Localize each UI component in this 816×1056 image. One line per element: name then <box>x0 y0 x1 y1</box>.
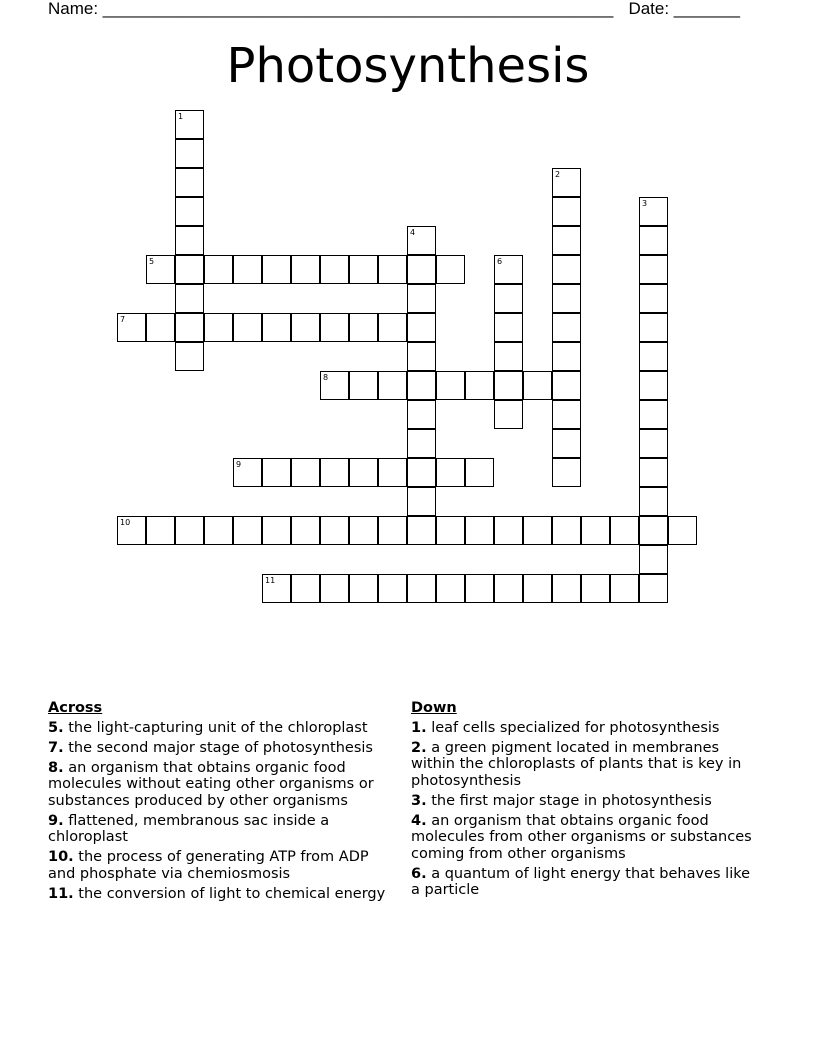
crossword-cell[interactable] <box>552 313 581 342</box>
clue-item <box>48 760 398 810</box>
clue-text: an organism that obtains organic food molecules without eating other organisms or substances produced by other organisms <box>48 759 374 809</box>
crossword-cell[interactable] <box>639 458 668 487</box>
crossword-cell[interactable] <box>262 516 291 545</box>
crossword-cell[interactable] <box>639 487 668 516</box>
crossword-cell[interactable] <box>349 574 378 603</box>
crossword-cell[interactable] <box>639 574 668 603</box>
clue-number-6: 6 <box>497 257 503 266</box>
crossword-cell[interactable] <box>291 313 320 342</box>
crossword-cell[interactable] <box>668 516 697 545</box>
crossword-cell[interactable] <box>639 284 668 313</box>
crossword-cell[interactable] <box>465 574 494 603</box>
crossword-cell[interactable] <box>378 255 407 284</box>
crossword-cell[interactable] <box>320 458 349 487</box>
crossword-cell[interactable] <box>407 400 436 429</box>
crossword-cell[interactable] <box>117 313 146 342</box>
crossword-cell[interactable] <box>233 313 262 342</box>
clue-item <box>48 740 398 757</box>
crossword-cell[interactable] <box>378 313 407 342</box>
crossword-cell[interactable] <box>320 255 349 284</box>
clue-number: 8. <box>48 759 64 776</box>
crossword-cell[interactable] <box>552 574 581 603</box>
crossword-cell[interactable] <box>291 516 320 545</box>
crossword-cell[interactable] <box>378 516 407 545</box>
crossword-cell[interactable] <box>639 429 668 458</box>
crossword-cell[interactable] <box>407 226 436 255</box>
clue-text: the light-capturing unit of the chloroplast <box>63 719 368 736</box>
clue-number-10: 10 <box>120 518 131 527</box>
clue-number: 10. <box>48 849 74 865</box>
crossword-cell[interactable] <box>175 110 204 139</box>
clue-text: a green pigment located in membranes within the chloroplasts of plants that is key in photosynthesis <box>411 739 742 789</box>
crossword-cell[interactable] <box>436 255 465 284</box>
crossword-cell[interactable] <box>465 516 494 545</box>
clue-number: 5. <box>48 719 64 736</box>
clue-number-11: 11 <box>265 576 276 585</box>
crossword-cell[interactable] <box>349 516 378 545</box>
clue-number: 7. <box>48 739 64 756</box>
crossword-cell[interactable] <box>146 313 175 342</box>
crossword-cell[interactable] <box>320 313 349 342</box>
crossword-cell[interactable] <box>146 255 175 284</box>
crossword-cell[interactable] <box>262 458 291 487</box>
crossword-cell[interactable] <box>175 284 204 313</box>
crossword-cell[interactable] <box>146 516 175 545</box>
crossword-cell[interactable] <box>291 255 320 284</box>
clue-number: 11. <box>48 885 74 902</box>
crossword-cell[interactable] <box>378 458 407 487</box>
crossword-cell[interactable] <box>407 255 436 284</box>
crossword-cell[interactable] <box>320 574 349 603</box>
crossword-cell[interactable] <box>494 255 523 284</box>
down-heading: Down <box>411 700 457 716</box>
crossword-cell[interactable] <box>407 429 436 458</box>
crossword-cell[interactable] <box>175 516 204 545</box>
crossword-cell[interactable] <box>552 429 581 458</box>
across-clues <box>48 700 398 906</box>
crossword-cell[interactable] <box>262 313 291 342</box>
crossword-cell[interactable] <box>465 371 494 400</box>
crossword-cell[interactable] <box>552 516 581 545</box>
clue-item <box>48 849 398 882</box>
crossword-cell[interactable] <box>436 574 465 603</box>
crossword-cell[interactable] <box>320 516 349 545</box>
crossword-cell[interactable] <box>407 574 436 603</box>
crossword-cell[interactable] <box>494 516 523 545</box>
crossword-cell[interactable] <box>639 545 668 574</box>
crossword-cell[interactable] <box>407 342 436 371</box>
clue-text: the conversion of light to chemical energy <box>73 885 386 902</box>
crossword-cell[interactable] <box>639 371 668 400</box>
crossword-cell[interactable] <box>204 516 233 545</box>
clue-number-2: 2 <box>555 170 561 179</box>
clue-text: an organism that obtains organic food molecules from other organisms or substances coming from other organisms <box>411 812 752 862</box>
clue-number: 3. <box>411 792 427 809</box>
crossword-cell[interactable] <box>233 458 262 487</box>
crossword-cell[interactable] <box>175 226 204 255</box>
crossword-cell[interactable] <box>407 371 436 400</box>
clue-number: 2. <box>411 739 427 756</box>
clue-number-1: 1 <box>178 112 184 121</box>
crossword-cell[interactable] <box>407 487 436 516</box>
clue-item <box>411 740 761 790</box>
crossword-cell[interactable] <box>117 516 146 545</box>
clue-number-8: 8 <box>323 373 329 382</box>
crossword-cell[interactable] <box>581 516 610 545</box>
name-field-label[interactable]: Name: ______________________________________________________ <box>48 0 614 18</box>
crossword-cell[interactable] <box>175 255 204 284</box>
clue-number-7: 7 <box>120 315 126 324</box>
clue-number-5: 5 <box>149 257 155 266</box>
crossword-cell[interactable] <box>349 371 378 400</box>
crossword-cell[interactable] <box>523 574 552 603</box>
clue-text: leaf cells specialized for photosynthesis <box>426 719 720 736</box>
crossword-cell[interactable] <box>552 168 581 197</box>
crossword-cell[interactable] <box>407 458 436 487</box>
crossword-cell[interactable] <box>436 516 465 545</box>
clue-item <box>411 813 761 863</box>
crossword-cell[interactable] <box>465 458 494 487</box>
crossword-cell[interactable] <box>639 516 668 545</box>
crossword-cell[interactable] <box>349 255 378 284</box>
crossword-cell[interactable] <box>494 371 523 400</box>
crossword-cell[interactable] <box>552 458 581 487</box>
crossword-cell[interactable] <box>552 284 581 313</box>
crossword-cell[interactable] <box>262 574 291 603</box>
clue-text: a quantum of light energy that behaves like a particle <box>411 865 751 898</box>
crossword-cell[interactable] <box>639 342 668 371</box>
crossword-cell[interactable] <box>204 313 233 342</box>
crossword-cell[interactable] <box>552 400 581 429</box>
clue-text: the second major stage of photosynthesis <box>63 739 373 756</box>
clue-item <box>48 813 398 846</box>
crossword-cell[interactable] <box>175 197 204 226</box>
clue-number: 6. <box>411 865 427 882</box>
across-heading: Across <box>48 700 103 716</box>
crossword-cell[interactable] <box>436 458 465 487</box>
crossword-cell[interactable] <box>407 313 436 342</box>
crossword-cell[interactable] <box>407 284 436 313</box>
crossword-cell[interactable] <box>262 255 291 284</box>
clue-number-4: 4 <box>410 228 416 237</box>
down-clue-list <box>411 720 761 899</box>
crossword-cell[interactable] <box>639 226 668 255</box>
crossword-cell[interactable] <box>175 313 204 342</box>
crossword-cell[interactable] <box>175 342 204 371</box>
crossword-cell[interactable] <box>581 574 610 603</box>
page-title: Photosynthesis <box>226 38 590 94</box>
crossword-cell[interactable] <box>175 168 204 197</box>
crossword-cell[interactable] <box>494 342 523 371</box>
clue-text: flattened, membranous sac inside a chloroplast <box>48 812 330 845</box>
crossword-cell[interactable] <box>523 516 552 545</box>
crossword-cell[interactable] <box>552 342 581 371</box>
crossword-cell[interactable] <box>320 371 349 400</box>
clue-item <box>411 866 761 899</box>
clue-item <box>411 720 761 737</box>
crossword-cell[interactable] <box>494 313 523 342</box>
crossword-cell[interactable] <box>175 139 204 168</box>
crossword-cell[interactable] <box>436 371 465 400</box>
crossword-cell[interactable] <box>291 458 320 487</box>
crossword-cell[interactable] <box>407 516 436 545</box>
crossword-cell[interactable] <box>552 226 581 255</box>
date-field-label[interactable]: Date: _______ <box>628 0 740 18</box>
crossword-cell[interactable] <box>494 284 523 313</box>
down-clues <box>411 700 761 902</box>
crossword-cell[interactable] <box>291 574 320 603</box>
crossword-cell[interactable] <box>610 574 639 603</box>
crossword-cell[interactable] <box>378 574 407 603</box>
clue-number-9: 9 <box>236 460 242 469</box>
crossword-cell[interactable] <box>639 400 668 429</box>
clue-item <box>48 720 398 737</box>
clue-number: 9. <box>48 812 64 829</box>
crossword-cell[interactable] <box>523 371 552 400</box>
crossword-cell[interactable] <box>610 516 639 545</box>
crossword-cell[interactable] <box>349 313 378 342</box>
clue-item <box>48 886 398 903</box>
clue-item <box>411 793 761 810</box>
crossword-cell[interactable] <box>494 574 523 603</box>
crossword-cell[interactable] <box>639 313 668 342</box>
clue-text: the process of generating ATP from ADP and phosphate via chemiosmosis <box>48 849 369 882</box>
clue-number-3: 3 <box>642 199 648 208</box>
clue-number: 1. <box>411 719 427 736</box>
crossword-cell[interactable] <box>552 197 581 226</box>
crossword-cell[interactable] <box>552 371 581 400</box>
crossword-cell[interactable] <box>378 371 407 400</box>
crossword-cell[interactable] <box>233 516 262 545</box>
crossword-cell[interactable] <box>349 458 378 487</box>
crossword-cell[interactable] <box>639 255 668 284</box>
crossword-cell[interactable] <box>639 197 668 226</box>
clue-number: 4. <box>411 812 427 829</box>
across-clue-list <box>48 720 398 903</box>
crossword-cell[interactable] <box>233 255 262 284</box>
crossword-cell[interactable] <box>204 255 233 284</box>
crossword-cell[interactable] <box>552 255 581 284</box>
crossword-cell[interactable] <box>494 400 523 429</box>
clue-text: the first major stage in photosynthesis <box>426 792 712 809</box>
